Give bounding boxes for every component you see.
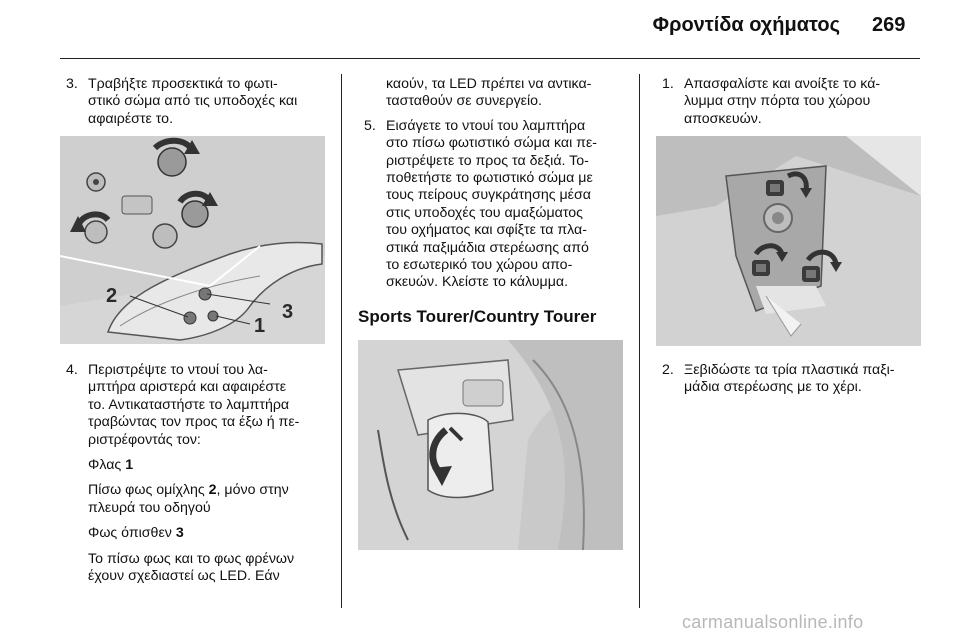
header-rule <box>60 58 920 59</box>
column-3 <box>662 76 924 128</box>
step-number: 1. <box>662 76 674 92</box>
rear-lamp-illustration <box>60 136 325 344</box>
column-1 <box>66 76 336 128</box>
lamp-rear-fog-cont: πλευρά του οδηγού <box>88 499 211 516</box>
text-line: Ξεβιδώστε τα τρία πλαστικά παξι- <box>684 362 895 378</box>
step-4 <box>66 362 338 449</box>
text-line: Εισάγετε το ντουί του λαμπτήρα <box>386 117 586 134</box>
step-text <box>684 76 924 128</box>
step-text <box>88 76 336 128</box>
text-line: το εσωτερικό του χώρου απο- <box>386 257 573 274</box>
text-line: στο πίσω φωτιστικό σώμα και πε- <box>386 135 598 152</box>
step-2 <box>662 362 926 397</box>
led-note-line: έχουν σχεδιαστεί ως LED. Εάν <box>88 568 280 585</box>
watermark: carmanualsonline.info <box>682 612 864 632</box>
text-line: σκευών. Κλείστε το κάλυμμα. <box>386 274 569 291</box>
step-5 <box>364 118 636 292</box>
step-1 <box>662 76 924 128</box>
text-line: στικό σώμα από τις υποδοχές και <box>88 93 298 110</box>
column-divider-1 <box>341 74 342 608</box>
text-line: μπτήρα αριστερά και αφαιρέστε <box>88 379 287 396</box>
text-line: αφαιρέστε το. <box>88 110 174 127</box>
callout-1: 1 <box>254 315 266 337</box>
figure-fastening-nuts <box>656 136 921 346</box>
column-2 <box>364 76 636 292</box>
section-heading: Sports Tourer/Country Tourer <box>358 307 597 326</box>
figure-tailgate-cover <box>358 340 623 550</box>
step-number: 4. <box>66 362 78 378</box>
text-line: λυμμα στην πόρτα του χώρου <box>684 93 871 110</box>
text-line: τραβώντας τον προς τα έξω ή πε- <box>88 414 300 431</box>
step-number: 3. <box>66 76 78 92</box>
lamp-indicator: Φλας 1 <box>88 457 134 474</box>
figure-rear-lamp <box>60 136 325 344</box>
running-header-title: Φροντίδα οχήματος <box>652 14 840 36</box>
lamp-rear-fog: Πίσω φως ομίχλης 2, μόνο στην <box>88 482 289 499</box>
step-3 <box>66 76 336 128</box>
text-line: τασταθούν σε συνεργείο. <box>386 93 542 110</box>
lamp-reversing: Φως όπισθεν 3 <box>88 525 184 542</box>
text-line: ριστρέφοντάς τον: <box>88 431 201 448</box>
callout-2: 2 <box>106 285 118 307</box>
step-number: 5. <box>364 117 376 134</box>
column-3-lower <box>662 362 926 397</box>
column-divider-2 <box>639 74 640 608</box>
led-note-line: Το πίσω φως και το φως φρένων <box>88 550 295 567</box>
text-line: το. Αντικαταστήστε το λαμπτήρα <box>88 396 290 413</box>
step-text <box>386 118 636 292</box>
text-line: Απασφαλίστε και ανοίξτε το κά- <box>684 76 881 92</box>
text-line: στις υποδοχές του αμαξώματος <box>386 204 583 221</box>
step-text <box>684 362 926 397</box>
text-line: τους πείρους συγκράτησης μέσα <box>386 187 591 204</box>
text-line: ριστρέψετε το προς τα δεξιά. Το- <box>386 152 589 169</box>
text-line: του οχήματος και σφίξτε τα πλα- <box>386 222 587 239</box>
step-number: 2. <box>662 362 674 378</box>
step-text <box>88 362 338 449</box>
callout-3: 3 <box>282 301 294 323</box>
text-line: Περιστρέψτε το ντουί του λα- <box>88 362 268 378</box>
text-line: μάδια στερέωσης με το χέρι. <box>684 379 862 396</box>
column-1-lower <box>66 362 338 585</box>
step-4-continued <box>364 76 636 111</box>
text-line: αποσκευών. <box>684 110 762 127</box>
text-line: Τραβήξτε προσεκτικά το φωτι- <box>88 76 278 92</box>
page-number: 269 <box>872 14 906 36</box>
fastening-nuts-illustration <box>656 136 921 346</box>
text-line: καούν, τα LED πρέπει να αντικα- <box>386 76 592 92</box>
text-line: ποθετήστε το φωτιστικό σώμα με <box>386 170 593 187</box>
tailgate-cover-illustration <box>358 340 623 550</box>
text-line: στικά παξιμάδια στερέωσης από <box>386 239 589 256</box>
